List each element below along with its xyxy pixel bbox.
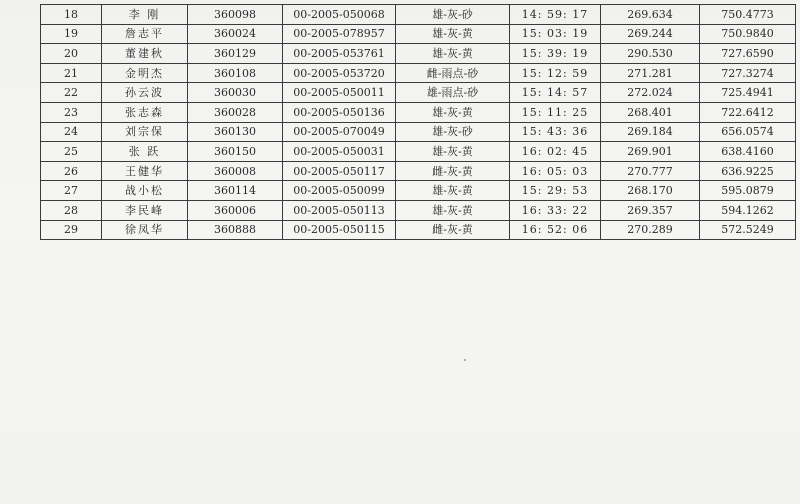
member-id-cell: 360108: [188, 63, 283, 83]
table-row: [41, 161, 796, 181]
name-cell: 詹志平: [102, 24, 188, 44]
name-cell: 刘宗保: [102, 122, 188, 142]
rank-cell: 29: [41, 220, 102, 240]
ring-number-cell: 00-2005-050136: [283, 102, 396, 122]
table-row: [41, 63, 796, 83]
arrival-time-cell: 15: 11: 25: [510, 102, 601, 122]
member-id-cell: 360030: [188, 83, 283, 103]
table-row: [41, 5, 796, 25]
ring-number-cell: 00-2005-070049: [283, 122, 396, 142]
speed-cell: 727.6590: [700, 44, 796, 64]
arrival-time-cell: 14: 59: 17: [510, 5, 601, 25]
rank-cell: 19: [41, 24, 102, 44]
member-id-cell: 360098: [188, 5, 283, 25]
table-row: [41, 44, 796, 64]
distance-cell: 270.289: [601, 220, 700, 240]
speed-cell: 638.4160: [700, 142, 796, 162]
description-cell: 雄-灰-砂: [396, 5, 510, 25]
rank-cell: 27: [41, 181, 102, 201]
description-cell: 雄-灰-黄: [396, 181, 510, 201]
rank-cell: 20: [41, 44, 102, 64]
distance-cell: 269.901: [601, 142, 700, 162]
description-cell: 雌-灰-黄: [396, 161, 510, 181]
name-cell: 李 刚: [102, 5, 188, 25]
distance-cell: 268.170: [601, 181, 700, 201]
description-cell: 雄-灰-黄: [396, 200, 510, 220]
description-cell: 雄-雨点-砂: [396, 83, 510, 103]
name-cell: 战小松: [102, 181, 188, 201]
distance-cell: 270.777: [601, 161, 700, 181]
speed-cell: 727.3274: [700, 63, 796, 83]
speed-cell: 636.9225: [700, 161, 796, 181]
ring-number-cell: 00-2005-050031: [283, 142, 396, 162]
ring-number-cell: 00-2005-050115: [283, 220, 396, 240]
speed-cell: 594.1262: [700, 200, 796, 220]
description-cell: 雌-雨点-砂: [396, 63, 510, 83]
table-row: [41, 200, 796, 220]
name-cell: 金明杰: [102, 63, 188, 83]
arrival-time-cell: 15: 39: 19: [510, 44, 601, 64]
arrival-time-cell: 16: 33: 22: [510, 200, 601, 220]
name-cell: 董建秋: [102, 44, 188, 64]
table-row: [41, 142, 796, 162]
speed-cell: 722.6412: [700, 102, 796, 122]
rank-cell: 25: [41, 142, 102, 162]
ring-number-cell: 00-2005-078957: [283, 24, 396, 44]
arrival-time-cell: 15: 29: 53: [510, 181, 601, 201]
distance-cell: 271.281: [601, 63, 700, 83]
description-cell: 雄-灰-黄: [396, 24, 510, 44]
name-cell: 孙云波: [102, 83, 188, 103]
name-cell: 王健华: [102, 161, 188, 181]
arrival-time-cell: 15: 43: 36: [510, 122, 601, 142]
distance-cell: 268.401: [601, 102, 700, 122]
description-cell: 雄-灰-砂: [396, 122, 510, 142]
name-cell: 张志森: [102, 102, 188, 122]
name-cell: 徐凤华: [102, 220, 188, 240]
member-id-cell: 360028: [188, 102, 283, 122]
member-id-cell: 360888: [188, 220, 283, 240]
speed-cell: 750.9840: [700, 24, 796, 44]
speed-cell: 595.0879: [700, 181, 796, 201]
table-row: [41, 181, 796, 201]
speed-cell: 750.4773: [700, 5, 796, 25]
description-cell: 雄-灰-黄: [396, 102, 510, 122]
ring-number-cell: 00-2005-050117: [283, 161, 396, 181]
table-row: [41, 220, 796, 240]
speed-cell: 656.0574: [700, 122, 796, 142]
member-id-cell: 360006: [188, 200, 283, 220]
member-id-cell: 360150: [188, 142, 283, 162]
results-table: [40, 4, 796, 240]
arrival-time-cell: 15: 12: 59: [510, 63, 601, 83]
description-cell: 雌-灰-黄: [396, 220, 510, 240]
speed-cell: 572.5249: [700, 220, 796, 240]
rank-cell: 18: [41, 5, 102, 25]
rank-cell: 24: [41, 122, 102, 142]
table-row: [41, 122, 796, 142]
member-id-cell: 360130: [188, 122, 283, 142]
ring-number-cell: 00-2005-050113: [283, 200, 396, 220]
distance-cell: 269.244: [601, 24, 700, 44]
arrival-time-cell: 16: 02: 45: [510, 142, 601, 162]
table-row: [41, 102, 796, 122]
member-id-cell: 360114: [188, 181, 283, 201]
member-id-cell: 360008: [188, 161, 283, 181]
ring-number-cell: 00-2005-050011: [283, 83, 396, 103]
ring-number-cell: 00-2005-053761: [283, 44, 396, 64]
ring-number-cell: 00-2005-050068: [283, 5, 396, 25]
name-cell: 李民峰: [102, 200, 188, 220]
ring-number-cell: 00-2005-050099: [283, 181, 396, 201]
rank-cell: 26: [41, 161, 102, 181]
arrival-time-cell: 15: 03: 19: [510, 24, 601, 44]
distance-cell: 269.634: [601, 5, 700, 25]
arrival-time-cell: 16: 52: 06: [510, 220, 601, 240]
rank-cell: 28: [41, 200, 102, 220]
rank-cell: 22: [41, 83, 102, 103]
member-id-cell: 360129: [188, 44, 283, 64]
distance-cell: 269.184: [601, 122, 700, 142]
arrival-time-cell: 15: 14: 57: [510, 83, 601, 103]
speed-cell: 725.4941: [700, 83, 796, 103]
table-row: [41, 83, 796, 103]
rank-cell: 23: [41, 102, 102, 122]
table-row: [41, 24, 796, 44]
name-cell: 张 跃: [102, 142, 188, 162]
ring-number-cell: 00-2005-053720: [283, 63, 396, 83]
description-cell: 雄-灰-黄: [396, 142, 510, 162]
rank-cell: 21: [41, 63, 102, 83]
arrival-time-cell: 16: 05: 03: [510, 161, 601, 181]
distance-cell: 272.024: [601, 83, 700, 103]
distance-cell: 290.530: [601, 44, 700, 64]
description-cell: 雄-灰-黄: [396, 44, 510, 64]
distance-cell: 269.357: [601, 200, 700, 220]
member-id-cell: 360024: [188, 24, 283, 44]
scan-speck: [464, 359, 466, 361]
results-table-body: [41, 5, 796, 240]
